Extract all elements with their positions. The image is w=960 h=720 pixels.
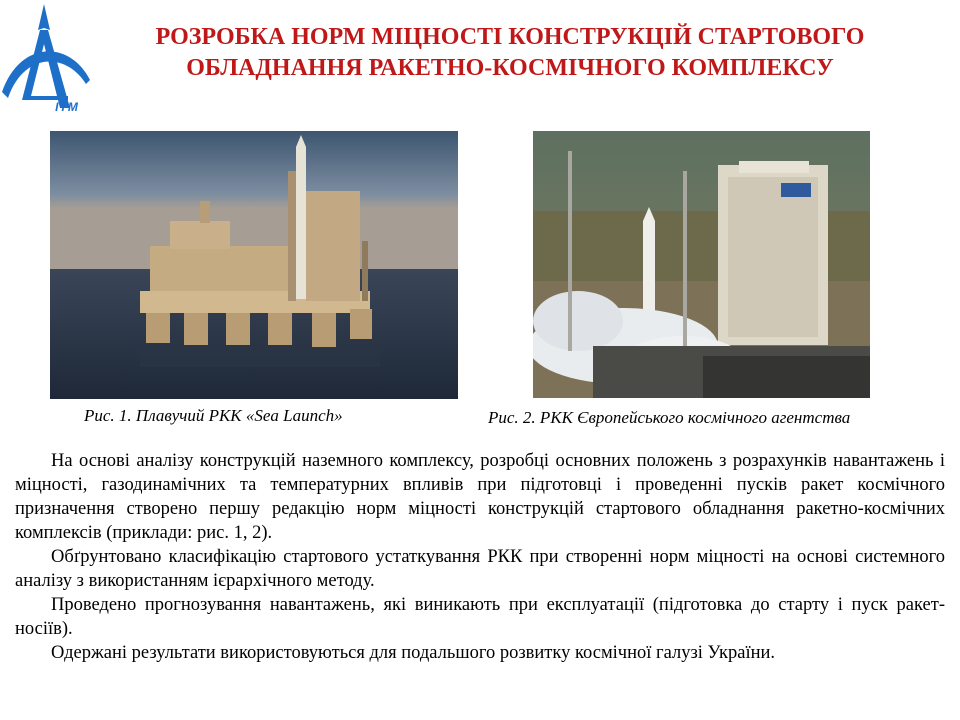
title-line-1: РОЗРОБКА НОРМ МІЦНОСТІ КОНСТРУКЦІЙ СТАРТОВОГО <box>155 24 865 50</box>
page-title <box>100 22 920 84</box>
paragraph-1: На основі аналізу конструкцій наземного комплексу, розробці основних положень з розрахунків навантажень і міцності, газодинамічних та температурних впливів при підготовці і проведенні пусків ракет космічного призначення створено першу редакцію норм міцності конструкцій стартового обладнання ракетно-космічних комплексів (приклади: рис. 1, 2). <box>15 451 945 543</box>
esa-launch-pad-photo <box>533 131 870 398</box>
itm-logo <box>0 0 92 120</box>
paragraph-2: Обґрунтовано класифікацію стартового устаткування РКК при створенні норм міцності на основі системного аналізу з використанням ієрархічного методу. <box>15 547 945 591</box>
body-text <box>15 449 945 665</box>
sea-launch-photo <box>50 131 458 399</box>
paragraph-3: Проведено прогнозування навантажень, які виникають при експлуатації (підготовка до старту і пуск ракет-носіїв). <box>15 595 945 639</box>
logo-text: ITM <box>55 100 79 114</box>
figure-1-caption: Рис. 1. Плавучий РКК «Sea Launch» <box>84 406 343 425</box>
figure-2-caption: Рис. 2. РКК Європейського космічного агентства <box>488 408 851 427</box>
paragraph-4: Одержані результати використовуються для подальшого розвитку космічної галузі України. <box>51 643 776 663</box>
title-line-2: ОБЛАДНАННЯ РАКЕТНО-КОСМІЧНОГО КОМПЛЕКСУ <box>186 55 834 81</box>
